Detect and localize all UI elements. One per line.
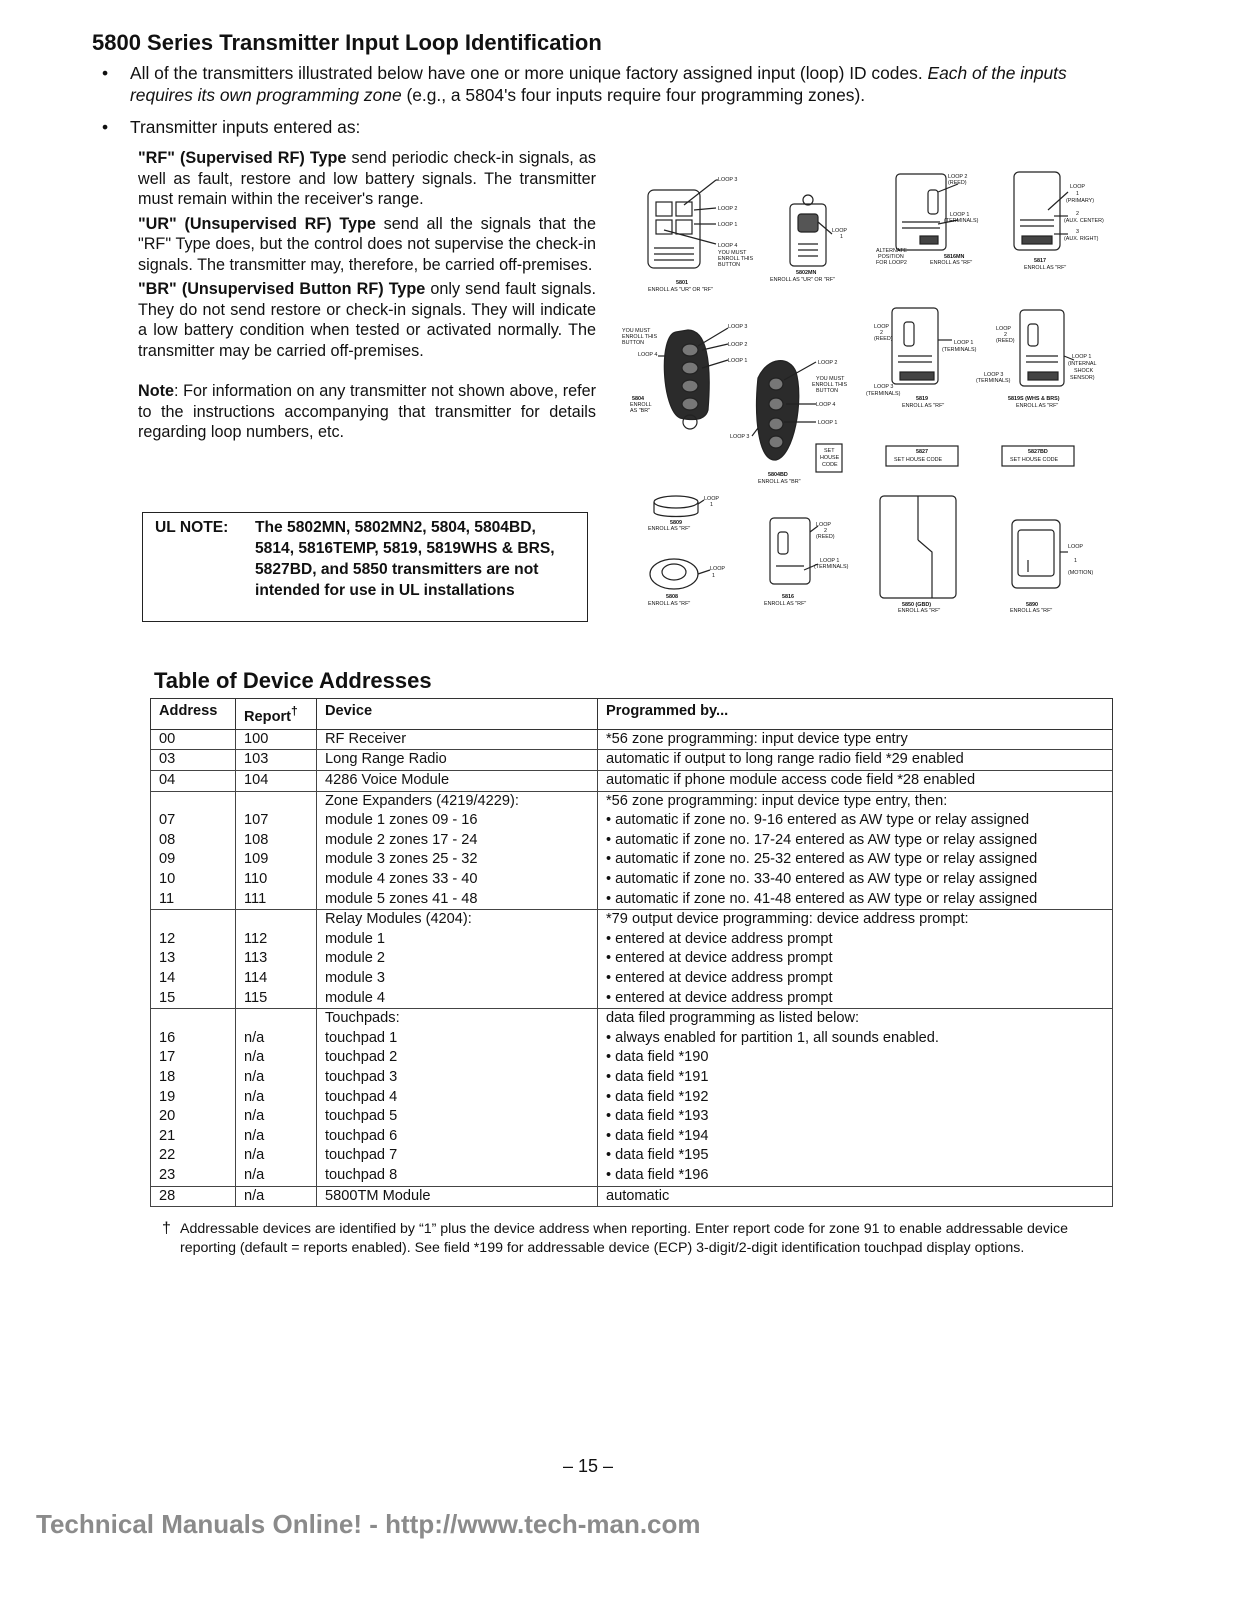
cell-line: 17 bbox=[159, 1049, 176, 1066]
cell-line: 103 bbox=[244, 751, 269, 768]
transmitter-types bbox=[138, 148, 596, 447]
cell-line: touchpad 1 bbox=[325, 1029, 398, 1046]
label-5801-loop1: LOOP 1 bbox=[718, 222, 738, 228]
label-5804-name: 5804 bbox=[632, 396, 644, 402]
cell-line: automatic if output to long range radio field *29 enabled bbox=[606, 751, 964, 768]
label-5804bd-name: 5804BD bbox=[768, 472, 788, 478]
cell-line: 00 bbox=[159, 730, 176, 747]
label-5819s-sensor: SENSOR) bbox=[1070, 375, 1095, 381]
label-5819s-enroll: ENROLL AS "RF" bbox=[1016, 403, 1059, 409]
cell-programmed bbox=[598, 750, 1113, 771]
label-5819-loop3: LOOP 3 bbox=[874, 384, 894, 390]
label-5817-three: 3 bbox=[1076, 229, 1079, 235]
label-5808-enroll: ENROLL AS "RF" bbox=[648, 601, 691, 607]
cell-report bbox=[236, 750, 317, 771]
cell-programmed bbox=[598, 1009, 1113, 1186]
cell-line: • entered at device address prompt bbox=[606, 969, 833, 986]
cell-line: 18 bbox=[159, 1068, 176, 1085]
cell-programmed bbox=[598, 1186, 1113, 1207]
cell-line: 109 bbox=[244, 851, 269, 868]
label-5809-enroll: ENROLL AS "RF" bbox=[648, 526, 691, 532]
label-5801-enroll: ENROLL AS "UR" OR "RF" bbox=[648, 287, 713, 293]
br-type-para bbox=[138, 279, 596, 361]
cell-line: *56 zone programming: input device type entry bbox=[606, 730, 908, 747]
cell-line: 108 bbox=[244, 831, 269, 848]
label-5801-must1: YOU MUST bbox=[718, 250, 747, 256]
label-5817-primary: (PRIMARY) bbox=[1066, 198, 1095, 204]
cell-line: module 4 bbox=[325, 989, 386, 1006]
cell-line: touchpad 6 bbox=[325, 1127, 398, 1144]
label-5804bd-loop4: LOOP 4 bbox=[816, 402, 836, 408]
label-5890-name: 5890 bbox=[1026, 602, 1038, 608]
cell-address bbox=[151, 1186, 236, 1207]
cell-line: 15 bbox=[159, 989, 176, 1006]
intro-bullets bbox=[100, 62, 1120, 148]
cell-line: 110 bbox=[244, 871, 268, 888]
table-row bbox=[151, 771, 1113, 792]
cell-line: 100 bbox=[244, 730, 269, 747]
cell-line: 115 bbox=[244, 989, 268, 1006]
bullet-inputs-entered: • Transmitter inputs entered as: bbox=[100, 116, 1120, 138]
table-row bbox=[151, 1186, 1113, 1207]
cell-line: n/a bbox=[244, 1088, 265, 1105]
label-5816a-term: (TERMINALS) bbox=[944, 218, 979, 224]
cell-line: RF Receiver bbox=[325, 730, 407, 747]
cell-line: automatic bbox=[606, 1187, 670, 1204]
header-programmed: Programmed by... bbox=[598, 699, 1113, 730]
cell-line: • data field *195 bbox=[606, 1147, 709, 1164]
rf-type-heading: "RF" (Supervised RF) Type bbox=[138, 149, 347, 167]
cell-line: module 1 zones 09 - 16 bbox=[325, 812, 478, 829]
cell-address bbox=[151, 750, 236, 771]
cell-line: 16 bbox=[159, 1029, 176, 1046]
label-5804-must1: YOU MUST bbox=[622, 328, 651, 334]
cell-line: 28 bbox=[159, 1187, 176, 1204]
cell-line: 20 bbox=[159, 1108, 176, 1125]
header-report-label: Report bbox=[244, 708, 292, 725]
label-5802-enroll: ENROLL AS "UR" OR "RF" bbox=[770, 277, 835, 283]
label-5804-must3: BUTTON bbox=[622, 340, 645, 346]
cell-line: • entered at device address prompt bbox=[606, 989, 833, 1006]
cell-line: • automatic if zone no. 33-40 entered as AW type or relay assigned bbox=[606, 871, 1038, 888]
ur-type-body: send all the signals that the "RF" Type does, but the control does not supervise the check-in signals. The transmitter may, therefore, be carried off-premises. bbox=[138, 214, 596, 274]
table-row bbox=[151, 1009, 1113, 1186]
transmitter-5890-illustration bbox=[1012, 520, 1068, 588]
label-5804bd-loop2: LOOP 2 bbox=[818, 360, 838, 366]
transmitter-5804-illustration bbox=[658, 328, 728, 429]
label-5804-loop2: LOOP 2 bbox=[728, 342, 748, 348]
label-5816a-name: 5816MN bbox=[944, 254, 965, 260]
cell-programmed bbox=[598, 910, 1113, 1009]
label-5816a-alt1: ALTERNATE bbox=[876, 248, 907, 254]
cell-line: *79 output device programming: device address prompt: bbox=[606, 911, 969, 928]
label-5804bd-must2: ENROLL THIS bbox=[812, 382, 848, 388]
label-5819-two: 2 bbox=[880, 330, 883, 336]
label-5801-name: 5801 bbox=[676, 280, 688, 286]
label-5804bd-set3: CODE bbox=[822, 462, 838, 468]
note-label: Note bbox=[138, 382, 174, 400]
cell-line: • entered at device address prompt bbox=[606, 950, 833, 967]
cell-line: 113 bbox=[244, 950, 268, 967]
transmitter-5802mn-illustration bbox=[790, 195, 832, 266]
cell-address bbox=[151, 771, 236, 792]
label-5819s-reed: (REED) bbox=[996, 338, 1015, 344]
label-5819-enroll: ENROLL AS "RF" bbox=[902, 403, 945, 409]
cell-line: • data field *194 bbox=[606, 1127, 709, 1144]
cell-programmed bbox=[598, 791, 1113, 910]
ul-note-box bbox=[142, 512, 588, 622]
footnote-dagger: † bbox=[162, 1220, 171, 1237]
label-5804bd-loop3: LOOP 3 bbox=[730, 434, 750, 440]
cell-line: 03 bbox=[159, 751, 176, 768]
cell-line: 107 bbox=[244, 812, 269, 829]
cell-line: 23 bbox=[159, 1166, 176, 1183]
label-5801-loop2: LOOP 2 bbox=[718, 206, 738, 212]
ur-type-para bbox=[138, 214, 596, 276]
cell-device bbox=[317, 1186, 598, 1207]
cell-line: 13 bbox=[159, 950, 176, 967]
label-5819-term3: (TERMINALS) bbox=[866, 391, 901, 397]
cell-line: *56 zone programming: input device type entry, then: bbox=[606, 792, 948, 809]
cell-line: n/a bbox=[244, 1029, 265, 1046]
label-5816a-enroll: ENROLL AS "RF" bbox=[930, 260, 973, 266]
label-5819-name: 5819 bbox=[916, 396, 928, 402]
cell-line: Touchpads: bbox=[325, 1010, 400, 1027]
cell-device bbox=[317, 750, 598, 771]
cell-line: 114 bbox=[244, 969, 268, 986]
label-5890-motion: (MOTION) bbox=[1068, 570, 1094, 576]
label-5819s-two: 2 bbox=[1004, 332, 1007, 338]
label-5804bd-set2: HOUSE bbox=[820, 455, 840, 461]
page-number: – 15 – bbox=[563, 1456, 614, 1476]
label-5804-loop1: LOOP 1 bbox=[728, 358, 748, 364]
transmitter-5816-illustration bbox=[770, 518, 818, 584]
footnote-text: Addressable devices are identified by “1” plus the device address when reporting. Enter report code for zone 91 to enable addressable device reporting (default = reports enabled). See field *199 for addressable device (ECP) 3-digit/2-digit identification touchpad display options. bbox=[180, 1221, 1069, 1256]
cell-line bbox=[244, 910, 308, 930]
label-5890-loop: LOOP bbox=[1068, 544, 1083, 550]
label-5850-name: 5850 (GBD) bbox=[902, 602, 932, 608]
label-5801-loop3: LOOP 3 bbox=[718, 177, 738, 183]
label-5802-one: 1 bbox=[840, 234, 843, 240]
cell-line bbox=[159, 1009, 227, 1029]
cell-line: 111 bbox=[244, 890, 267, 907]
cell-line: 5800TM Module bbox=[325, 1187, 431, 1204]
table-title: Table of Device Addresses bbox=[154, 668, 432, 693]
cell-line: 19 bbox=[159, 1088, 176, 1105]
label-5890-enroll: ENROLL AS "RF" bbox=[1010, 608, 1053, 614]
label-5819s-loop3: LOOP 3 bbox=[984, 372, 1004, 378]
cell-report bbox=[236, 729, 317, 750]
cell-line: Zone Expanders (4219/4229): bbox=[325, 792, 519, 809]
label-5804bd-must3: BUTTON bbox=[816, 388, 839, 394]
cell-line: n/a bbox=[244, 1049, 265, 1066]
label-5816b-loop: LOOP bbox=[816, 522, 831, 528]
label-5816b-loop1: LOOP 1 bbox=[820, 558, 840, 564]
cell-line: module 3 bbox=[325, 969, 386, 986]
transmitter-5817-illustration bbox=[1014, 172, 1068, 250]
cell-report bbox=[236, 1186, 317, 1207]
cell-report bbox=[236, 1009, 317, 1186]
cell-line: • automatic if zone no. 9-16 entered as AW type or relay assigned bbox=[606, 812, 1030, 829]
cell-line: 11 bbox=[159, 890, 175, 907]
transmitter-5809-illustration bbox=[654, 496, 704, 517]
label-5890-one: 1 bbox=[1074, 558, 1077, 564]
ur-type-heading: "UR" (Unsupervised RF) Type bbox=[138, 214, 376, 233]
label-5819-loop1: LOOP 1 bbox=[954, 340, 974, 346]
label-5817-auxr: (AUX. RIGHT) bbox=[1064, 236, 1099, 242]
cell-programmed bbox=[598, 771, 1113, 792]
ul-note-label: UL NOTE: bbox=[155, 519, 229, 536]
cell-line: n/a bbox=[244, 1127, 265, 1144]
cell-programmed bbox=[598, 729, 1113, 750]
cell-device bbox=[317, 729, 598, 750]
cell-line: Relay Modules (4204): bbox=[325, 911, 472, 928]
header-device: Device bbox=[317, 699, 598, 730]
cell-line: 104 bbox=[244, 772, 269, 789]
cell-line: • data field *196 bbox=[606, 1166, 709, 1183]
cell-line: module 1 bbox=[325, 930, 386, 947]
cell-line: touchpad 4 bbox=[325, 1088, 398, 1105]
bullet-1-italic: Each of the inputs requires its own programming zone bbox=[130, 63, 1067, 105]
cell-report bbox=[236, 771, 317, 792]
cell-line: n/a bbox=[244, 1187, 265, 1204]
label-5816b-two: 2 bbox=[824, 528, 827, 534]
cell-line: • entered at device address prompt bbox=[606, 930, 833, 947]
label-5816a-reed: (REED) bbox=[948, 180, 967, 186]
cell-line: module 5 zones 41 - 48 bbox=[325, 890, 478, 907]
cell-line: touchpad 5 bbox=[325, 1108, 398, 1125]
label-5816b-enroll: ENROLL AS "RF" bbox=[764, 601, 807, 607]
cell-line: 4286 Voice Module bbox=[325, 772, 450, 789]
header-address: Address bbox=[151, 699, 236, 730]
label-5816a-alt2: POSITION bbox=[878, 254, 904, 260]
cell-line: 04 bbox=[159, 772, 176, 789]
cell-line: • data field *192 bbox=[606, 1088, 709, 1105]
label-5801-must2: ENROLL THIS bbox=[718, 256, 754, 262]
label-5809-name: 5809 bbox=[670, 520, 682, 526]
table-row bbox=[151, 791, 1113, 910]
cell-line: 12 bbox=[159, 930, 176, 947]
label-5801-must3: BUTTON bbox=[718, 262, 741, 268]
cell-report bbox=[236, 791, 317, 910]
label-5819s-int: (INTERNAL bbox=[1068, 361, 1097, 367]
cell-line: n/a bbox=[244, 1108, 265, 1125]
cell-line: 10 bbox=[159, 871, 176, 888]
cell-line: 09 bbox=[159, 851, 176, 868]
transmitter-5850-illustration bbox=[880, 496, 956, 598]
cell-line: module 2 zones 17 - 24 bbox=[325, 831, 478, 848]
label-5819s-loop: LOOP bbox=[996, 326, 1011, 332]
header-report bbox=[236, 699, 317, 730]
label-5816a-loop2: LOOP 2 bbox=[948, 174, 968, 180]
label-5817-two: 2 bbox=[1076, 211, 1079, 217]
cell-address bbox=[151, 910, 236, 1009]
label-5817-name: 5817 bbox=[1034, 258, 1046, 264]
note-body: : For information on any transmitter not shown above, refer to the instructions accompanying that transmitter for details regarding loop numbers, etc. bbox=[138, 382, 596, 441]
label-5808-loop: LOOP bbox=[710, 566, 725, 572]
cell-line: touchpad 2 bbox=[325, 1049, 398, 1066]
label-5819s-term: (TERMINALS) bbox=[976, 378, 1011, 384]
watermark: Technical Manuals Online! - http://www.tech-man.com bbox=[36, 1509, 701, 1539]
cell-line: touchpad 8 bbox=[325, 1166, 398, 1183]
label-5804-loop3: LOOP 3 bbox=[728, 324, 748, 330]
label-5816a-alt3: FOR LOOP2 bbox=[876, 260, 907, 266]
cell-device bbox=[317, 1009, 598, 1186]
br-type-body: only send fault signals. They do not send restore or check-in signals. They will indicate a low battery condition when tested or activated normally. The transmitter may be carried off-premises. bbox=[138, 280, 596, 360]
cell-report bbox=[236, 910, 317, 1009]
transmitter-5819s-illustration bbox=[1020, 310, 1074, 386]
cell-line: 112 bbox=[244, 930, 268, 947]
label-5816b-name: 5816 bbox=[782, 594, 794, 600]
label-5804bd-loop1: LOOP 1 bbox=[818, 420, 838, 426]
label-5817-auxc: (AUX. CENTER) bbox=[1064, 218, 1104, 224]
label-5819-reed: (REED) bbox=[874, 336, 893, 342]
label-5809-loop: LOOP bbox=[704, 496, 719, 502]
label-5816b-reed: (REED) bbox=[816, 534, 835, 540]
label-5827bd-setcode: SET HOUSE CODE bbox=[1010, 457, 1059, 463]
cell-line: module 3 zones 25 - 32 bbox=[325, 851, 478, 868]
label-5816b-term: (TERMINALS) bbox=[814, 564, 849, 570]
cell-line: module 4 zones 33 - 40 bbox=[325, 871, 478, 888]
label-5804-must2: ENROLL THIS bbox=[622, 334, 658, 340]
cell-line: module 2 bbox=[325, 950, 386, 967]
rf-type-para bbox=[138, 148, 596, 210]
label-5808-one: 1 bbox=[712, 573, 715, 579]
footnote bbox=[162, 1220, 1122, 1257]
cell-address bbox=[151, 729, 236, 750]
cell-line: 07 bbox=[159, 812, 176, 829]
cell-line: n/a bbox=[244, 1147, 265, 1164]
cell-line: 21 bbox=[159, 1127, 176, 1144]
cell-address bbox=[151, 791, 236, 910]
label-5819s-shock: SHOCK bbox=[1074, 368, 1094, 374]
label-5819-term: (TERMINALS) bbox=[942, 347, 977, 353]
cell-device bbox=[317, 771, 598, 792]
table-row bbox=[151, 910, 1113, 1009]
label-5802-loop: LOOP bbox=[832, 228, 847, 234]
cell-address bbox=[151, 1009, 236, 1186]
cell-line: touchpad 3 bbox=[325, 1068, 398, 1085]
transmitter-illustrations bbox=[618, 160, 1118, 630]
transmitter-5801-illustration bbox=[648, 180, 718, 268]
cell-line: touchpad 7 bbox=[325, 1147, 398, 1164]
table-row bbox=[151, 729, 1113, 750]
cell-line bbox=[244, 1009, 308, 1029]
cell-line: Long Range Radio bbox=[325, 751, 447, 768]
label-5802-name: 5802MN bbox=[796, 270, 817, 276]
cell-line bbox=[159, 792, 227, 812]
cell-line: automatic if phone module access code field *28 enabled bbox=[606, 772, 976, 789]
label-5817-enroll: ENROLL AS "RF" bbox=[1024, 265, 1067, 271]
label-5804bd-enroll: ENROLL AS "BR" bbox=[758, 479, 801, 485]
ul-note-text: The 5802MN, 5802MN2, 5804, 5804BD, 5814, 5816TEMP, 5819, 5819WHS & BRS, 5827BD, and 5850 transmitters are not intended for use in UL installations bbox=[255, 519, 555, 599]
transmitter-5819-illustration bbox=[892, 308, 952, 384]
label-5804bd-set1: SET bbox=[824, 448, 835, 454]
label-5816a-loop1: LOOP 1 bbox=[950, 212, 970, 218]
label-5804-as: AS "BR" bbox=[630, 408, 651, 414]
label-5819s-name: 5819S (WHS & BRS) bbox=[1008, 396, 1060, 402]
br-type-heading: "BR" (Unsupervised Button RF) Type bbox=[138, 280, 426, 298]
rf-type-body: send periodic check-in signals, as well as fault, restore and low battery signals. The transmitter must remain within the receiver's range. bbox=[138, 149, 596, 208]
cell-device bbox=[317, 910, 598, 1009]
label-5817-one: 1 bbox=[1076, 191, 1079, 197]
label-5804-loop4: LOOP 4 bbox=[638, 352, 658, 358]
bullet-1-text: All of the transmitters illustrated below have one or more unique factory assigned input (loop) ID codes. bbox=[130, 63, 928, 83]
cell-line: 22 bbox=[159, 1147, 176, 1164]
cell-line: • automatic if zone no. 25-32 entered as AW type or relay assigned bbox=[606, 851, 1038, 868]
table-row bbox=[151, 750, 1113, 771]
transmitter-5808-illustration bbox=[650, 559, 710, 589]
table-body bbox=[151, 729, 1113, 1206]
label-5804bd-must1: YOU MUST bbox=[816, 376, 845, 382]
cell-line: • data field *191 bbox=[606, 1068, 709, 1085]
note-para bbox=[138, 381, 596, 443]
label-5819-loop: LOOP bbox=[874, 324, 889, 330]
header-report-dagger: † bbox=[291, 704, 298, 718]
bullet-loop-ids bbox=[100, 62, 1120, 106]
device-address-table bbox=[150, 698, 1113, 1207]
label-5804-enroll: ENROLL bbox=[630, 402, 652, 408]
label-5808-name: 5808 bbox=[666, 594, 678, 600]
cell-line: • always enabled for partition 1, all sounds enabled. bbox=[606, 1029, 939, 1046]
label-5827-name: 5827 bbox=[916, 449, 928, 455]
cell-line: data filed programming as listed below: bbox=[606, 1010, 860, 1027]
label-5817-loop: LOOP bbox=[1070, 184, 1085, 190]
cell-line bbox=[159, 910, 227, 930]
label-5827bd-name: 5827BD bbox=[1028, 449, 1048, 455]
label-5827-setcode: SET HOUSE CODE bbox=[894, 457, 943, 463]
page-title: 5800 Series Transmitter Input Loop Identification bbox=[92, 30, 602, 55]
label-5801-loop4: LOOP 4 bbox=[718, 243, 738, 249]
cell-line: • automatic if zone no. 41-48 entered as AW type or relay assigned bbox=[606, 890, 1038, 907]
table-header-row bbox=[151, 699, 1113, 730]
bullet-1-tail: (e.g., a 5804's four inputs require four programming zones). bbox=[401, 85, 866, 105]
cell-line: • data field *193 bbox=[606, 1108, 709, 1125]
label-5850-enroll: ENROLL AS "RF" bbox=[898, 608, 941, 614]
cell-line: 14 bbox=[159, 969, 176, 986]
cell-line: n/a bbox=[244, 1068, 265, 1085]
cell-line: • automatic if zone no. 17-24 entered as AW type or relay assigned bbox=[606, 831, 1038, 848]
cell-line: • data field *190 bbox=[606, 1049, 709, 1066]
cell-line bbox=[244, 792, 308, 812]
cell-line: n/a bbox=[244, 1166, 265, 1183]
cell-device bbox=[317, 791, 598, 910]
label-5809-one: 1 bbox=[710, 502, 713, 508]
cell-line: 08 bbox=[159, 831, 176, 848]
label-5819s-loop1: LOOP 1 bbox=[1072, 354, 1092, 360]
